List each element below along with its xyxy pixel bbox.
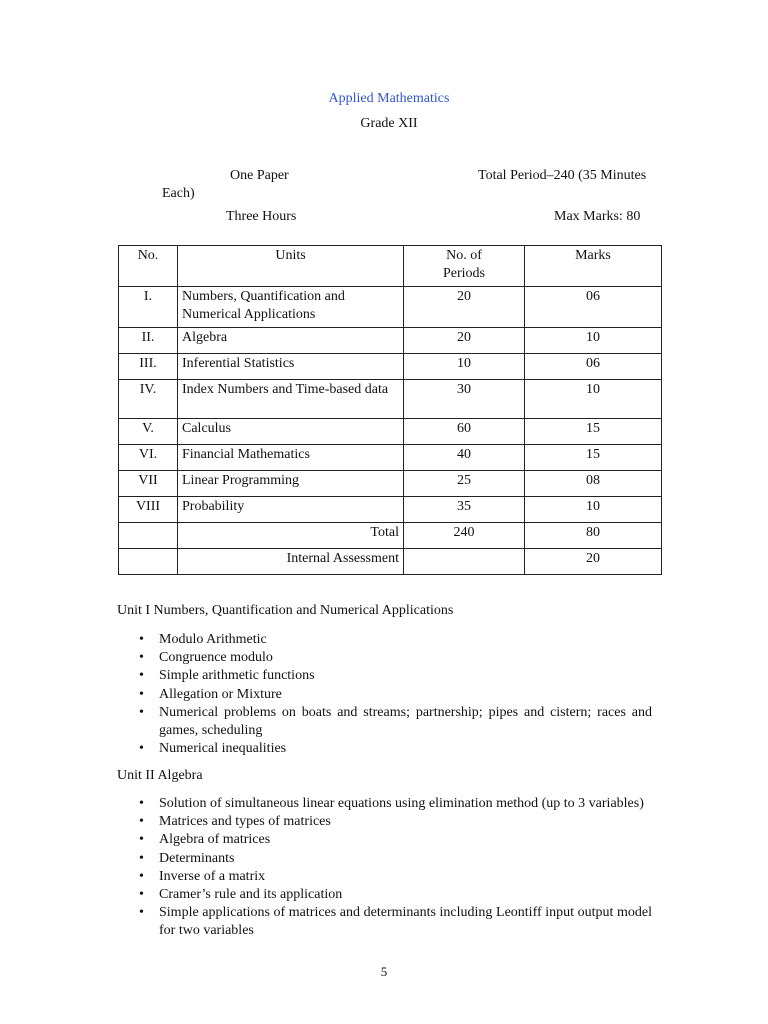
row-no: VIII	[119, 497, 178, 523]
row-marks: 15	[525, 419, 662, 445]
row-no: IV.	[119, 380, 178, 419]
row-periods: 30	[404, 380, 525, 419]
bullet-icon: •	[139, 905, 144, 921]
bullet-icon: •	[139, 832, 144, 848]
table-row	[119, 354, 662, 380]
list-item: • Determinants	[139, 850, 652, 868]
row-unit: Index Numbers and Time-based data	[178, 380, 404, 419]
row-periods: 10	[404, 354, 525, 380]
internal-empty-periods	[404, 549, 525, 575]
row-unit: Probability	[178, 497, 404, 523]
row-periods: 25	[404, 471, 525, 497]
total-label: Total	[178, 523, 404, 549]
unit-1-heading: Unit I Numbers, Quantification and Numerical Applications	[117, 603, 454, 618]
row-unit: Algebra	[178, 328, 404, 354]
internal-empty-cell	[119, 549, 178, 575]
units-table	[118, 245, 662, 575]
row-periods: 35	[404, 497, 525, 523]
row-marks: 10	[525, 380, 662, 419]
list-item: • Allegation or Mixture	[139, 686, 652, 704]
bullet-icon: •	[139, 796, 144, 811]
bullet-icon: •	[139, 850, 144, 866]
bullet-icon: •	[139, 686, 144, 702]
row-no: II.	[119, 328, 178, 354]
document-title: Applied Mathematics	[328, 91, 450, 106]
total-period-continuation: Each)	[162, 186, 195, 201]
header-marks: Marks	[525, 246, 662, 287]
table-row	[119, 471, 662, 497]
row-periods: 40	[404, 445, 525, 471]
list-item: • Modulo Arithmetic	[139, 631, 652, 649]
row-no: III.	[119, 354, 178, 380]
internal-assessment-label: Internal Assessment	[178, 549, 404, 575]
bullet-icon: •	[139, 632, 144, 647]
total-periods: 240	[404, 523, 525, 549]
table-row	[119, 287, 662, 328]
list-item: • Algebra of matrices	[139, 831, 652, 849]
row-periods: 60	[404, 419, 525, 445]
list-item: • Simple applications of matrices and determinants including Leontiff input output model for two variables	[139, 905, 652, 939]
row-no: VI.	[119, 445, 178, 471]
table-row	[119, 328, 662, 354]
row-marks: 08	[525, 471, 662, 497]
unit-2-list	[139, 795, 652, 941]
list-item: • Numerical problems on boats and streams; partnership; pipes and cistern; races and games, scheduling	[139, 704, 652, 739]
page-number: 5	[380, 964, 388, 979]
list-item: • Numerical inequalities	[139, 740, 652, 758]
table-row	[119, 445, 662, 471]
list-item: • Solution of simultaneous linear equations using elimination method (up to 3 variables)	[139, 795, 652, 813]
internal-assessment-row	[119, 549, 662, 575]
bullet-icon: •	[139, 650, 144, 666]
row-unit: Linear Programming	[178, 471, 404, 497]
row-marks: 06	[525, 354, 662, 380]
table-row	[119, 419, 662, 445]
row-unit: Inferential Statistics	[178, 354, 404, 380]
bullet-icon: •	[139, 814, 144, 830]
header-units: Units	[178, 246, 404, 287]
total-row	[119, 523, 662, 549]
total-marks: 80	[525, 523, 662, 549]
duration-label: Three Hours	[226, 209, 297, 224]
header-periods: No. of Periods	[404, 246, 525, 287]
total-empty-cell	[119, 523, 178, 549]
max-marks-label: Max Marks: 80	[554, 209, 641, 224]
row-no: VII	[119, 471, 178, 497]
total-period-label: Total Period–240 (35 Minutes	[478, 168, 647, 183]
header-no: No.	[119, 246, 178, 287]
bullet-icon: •	[139, 668, 144, 684]
paper-label: One Paper	[230, 168, 289, 183]
table-header-row	[119, 246, 662, 287]
row-periods: 20	[404, 328, 525, 354]
bullet-icon: •	[139, 704, 144, 720]
internal-assessment-marks: 20	[525, 549, 662, 575]
row-no: I.	[119, 287, 178, 328]
row-marks: 10	[525, 328, 662, 354]
table-row	[119, 380, 662, 419]
table-row	[119, 497, 662, 523]
row-unit: Financial Mathematics	[178, 445, 404, 471]
row-periods: 20	[404, 287, 525, 328]
row-unit: Calculus	[178, 419, 404, 445]
grade-label: Grade XII	[360, 116, 418, 131]
row-unit: Numbers, Quantification and Numerical Applications	[178, 287, 404, 328]
list-item: • Matrices and types of matrices	[139, 813, 652, 831]
unit-1-list	[139, 631, 652, 758]
row-marks: 06	[525, 287, 662, 328]
row-marks: 10	[525, 497, 662, 523]
list-item: • Simple arithmetic functions	[139, 667, 652, 685]
list-item: • Inverse of a matrix	[139, 868, 652, 886]
unit-2-heading: Unit II Algebra	[117, 768, 203, 783]
list-item: • Cramer’s rule and its application	[139, 886, 652, 904]
bullet-icon: •	[139, 741, 144, 757]
list-item: • Congruence modulo	[139, 649, 652, 667]
bullet-icon: •	[139, 868, 144, 884]
row-no: V.	[119, 419, 178, 445]
bullet-icon: •	[139, 887, 144, 903]
row-marks: 15	[525, 445, 662, 471]
